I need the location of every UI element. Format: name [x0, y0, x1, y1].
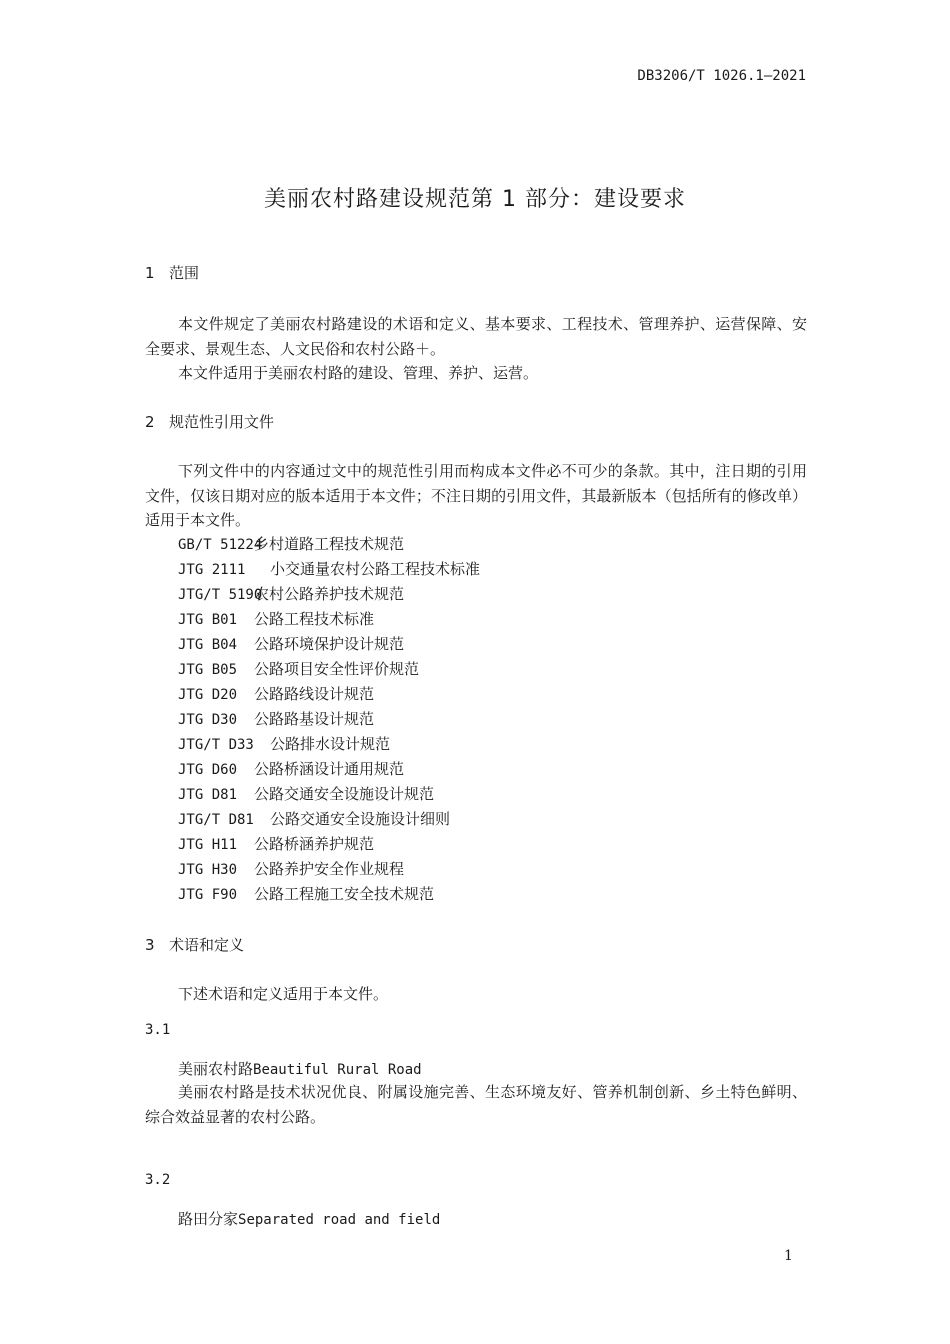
clause-number: 3.1: [145, 1022, 171, 1038]
reference-item: [178, 832, 374, 857]
reference-item: [178, 857, 404, 882]
reference-code: JTG B05: [178, 662, 238, 678]
reference-code: JTG D30: [178, 712, 238, 728]
reference-item: [178, 582, 404, 607]
reference-title: 公路桥涵养护规范: [254, 835, 375, 853]
reference-code: JTG B01: [178, 612, 238, 628]
terms-intro: 下述术语和定义适用于本文件。: [178, 985, 389, 1003]
scope-paragraph-2: 本文件适用于美丽农村路的建设、管理、养护、运营。: [178, 364, 539, 382]
reference-title: 公路项目安全性评价规范: [254, 660, 420, 678]
reference-title: 公路工程技术标准: [254, 610, 375, 628]
reference-title: 公路排水设计规范: [270, 735, 391, 753]
reference-title: 小交通量农村公路工程技术标准: [270, 560, 481, 578]
reference-code: JTG H30: [178, 862, 238, 878]
term-heading: [178, 1058, 422, 1079]
reference-code: JTG F90: [178, 887, 238, 903]
reference-code: JTG D60: [178, 762, 238, 778]
section-heading-scope: [145, 262, 199, 283]
reference-code: JTG D81: [178, 787, 238, 803]
term-definition: 美丽农村路是技术状况优良、附属设施完善、生态环境友好、管养机制创新、乡土特色鲜明、综合效益显著的农村公路。: [145, 1083, 807, 1126]
section-number: 2: [145, 413, 155, 431]
section-heading-terms: [145, 934, 244, 955]
reference-code: JTG/T D33: [178, 737, 254, 753]
reference-code: JTG/T 5190: [178, 587, 263, 603]
clause-number: 3.2: [145, 1172, 171, 1188]
reference-title: 公路路基设计规范: [254, 710, 375, 728]
reference-title: 公路养护安全作业规程: [254, 860, 405, 878]
reference-item: [178, 682, 374, 707]
reference-item: [178, 707, 374, 732]
reference-item: [178, 732, 390, 757]
reference-title: 公路路线设计规范: [254, 685, 375, 703]
reference-title: 乡村道路工程技术规范: [254, 535, 405, 553]
term-english: Separated road and field: [238, 1212, 441, 1228]
reference-title: 公路桥涵设计通用规范: [254, 760, 405, 778]
reference-title: 农村公路养护技术规范: [254, 585, 405, 603]
reference-code: JTG D20: [178, 687, 238, 703]
reference-code: JTG 2111: [178, 562, 246, 578]
reference-code: JTG/T D81: [178, 812, 254, 828]
reference-item: [178, 557, 480, 582]
reference-code: JTG H11: [178, 837, 238, 853]
reference-code: GB/T 51224: [178, 537, 263, 553]
reference-item: [178, 657, 419, 682]
term-heading: [178, 1208, 440, 1229]
document-code: DB3206/T 1026.1—2021: [637, 68, 806, 84]
term-english: Beautiful Rural Road: [253, 1062, 422, 1078]
section-title: 规范性引用文件: [169, 413, 275, 431]
section-title: 术语和定义: [169, 936, 245, 954]
section-title: 范围: [169, 264, 200, 282]
reference-title: 公路环境保护设计规范: [254, 635, 405, 653]
reference-item: [178, 757, 404, 782]
section-number: 1: [145, 264, 155, 282]
reference-item: [178, 532, 404, 557]
reference-item: [178, 632, 404, 657]
reference-item: [178, 607, 374, 632]
scope-paragraph-1: 本文件规定了美丽农村路建设的术语和定义、基本要求、工程技术、管理养护、运营保障、安全要求、景观生态、人文民俗和农村公路＋。: [145, 315, 807, 358]
reference-title: 公路工程施工安全技术规范: [254, 885, 435, 903]
section-number: 3: [145, 936, 155, 954]
term-chinese: 美丽农村路: [178, 1060, 254, 1078]
page-title: 美丽农村路建设规范第 1 部分：建设要求: [264, 187, 686, 212]
page-number: 1: [784, 1248, 793, 1264]
reference-title: 公路交通安全设施设计规范: [254, 785, 435, 803]
normative-intro: 下列文件中的内容通过文中的规范性引用而构成本文件必不可少的条款。其中，注日期的引用文件，仅该日期对应的版本适用于本文件；不注日期的引用文件，其最新版本（包括所有的修改单）适用于本文件。: [145, 462, 807, 529]
reference-code: JTG B04: [178, 637, 238, 653]
reference-item: [178, 782, 434, 807]
reference-title: 公路交通安全设施设计细则: [270, 810, 451, 828]
reference-item: [178, 807, 450, 832]
reference-item: [178, 882, 434, 907]
term-chinese: 路田分家: [178, 1210, 239, 1228]
section-heading-normative: [145, 411, 274, 432]
